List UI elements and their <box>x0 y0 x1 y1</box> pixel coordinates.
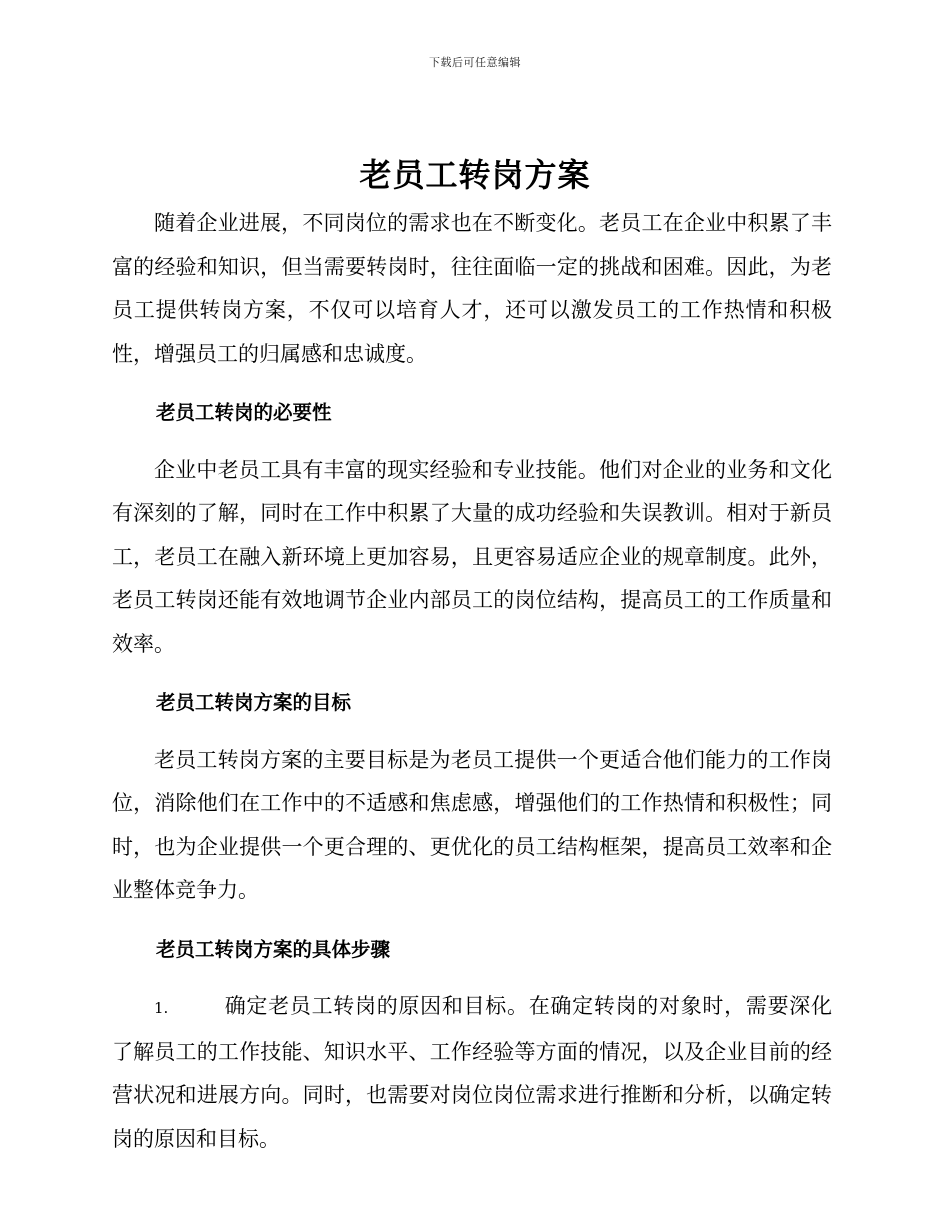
document-body <box>112 202 832 1161</box>
section-heading-necessity: 老员工转岗的必要性 <box>156 401 332 424</box>
document-title: 老员工转岗方案 <box>359 156 591 194</box>
list-item-number: 1. <box>154 999 169 1017</box>
intro-paragraph: 随着企业进展，不同岗位的需求也在不断变化。老员工在企业中积累了丰富的经验和知识，但当需要转岗时，往往面临一定的挑战和困难。因此，为老员工提供转岗方案，不仅可以培育人才，还可以激发员工的工作热情和积极性，增强员工的归属感和忠诚度。 <box>112 211 832 366</box>
list-item-text: 确定老员工转岗的原因和目标。在确定转岗的对象时，需要深化了解员工的工作技能、知识水平、工作经验等方面的情况，以及企业目前的经营状况和进展方向。同时，也需要对岗位岗位需求进行推断和分析，以确定转岗的原因和目标。 <box>112 994 832 1151</box>
list-item <box>112 985 832 1161</box>
header-note: 下载后可任意编辑 <box>429 56 521 69</box>
section-paragraph-goals: 老员工转岗方案的主要目标是为老员工提供一个更适合他们能力的工作岗位，消除他们在工作中的不适感和焦虑感，增强他们的工作热情和积极性；同时，也为企业提供一个更合理的、更优化的员工结构框架，提高员工效率和企业整体竞争力。 <box>112 747 832 902</box>
section-heading-steps: 老员工转岗方案的具体步骤 <box>156 937 391 961</box>
section-heading-goals: 老员工转岗方案的目标 <box>156 691 352 714</box>
section-paragraph-necessity: 企业中老员工具有丰富的现实经验和专业技能。他们对企业的业务和文化有深刻的了解，同时在工作中积累了大量的成功经验和失误教训。相对于新员工，老员工在融入新环境上更加容易，且更容易适应企业的规章制度。此外，老员工转岗还能有效地调节企业内部员工的岗位结构，提高员工的工作质量和效率。 <box>112 457 832 656</box>
